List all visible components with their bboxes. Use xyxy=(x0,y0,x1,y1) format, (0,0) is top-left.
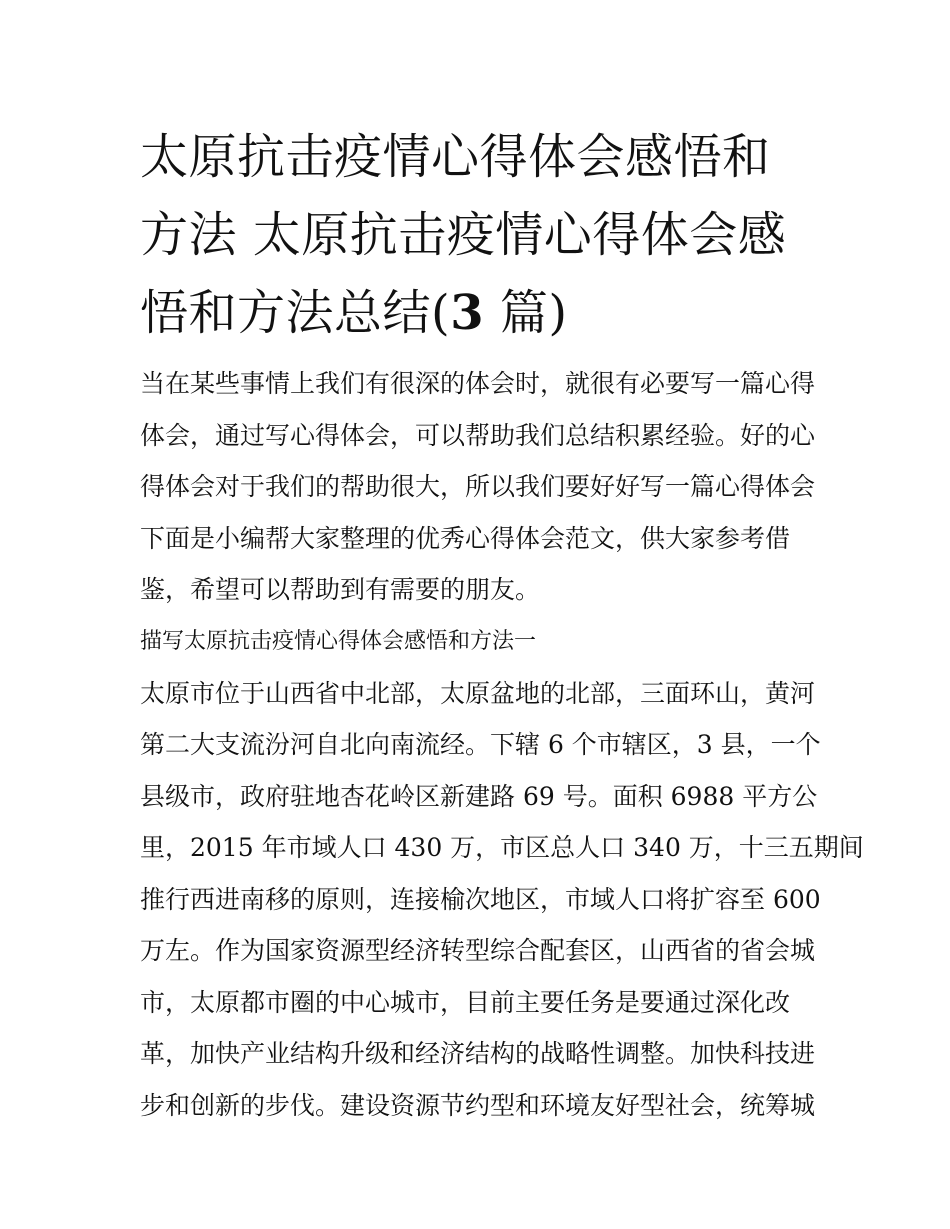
title-line-3-suffix: 篇) xyxy=(484,285,568,341)
intro-line: 得体会对于我们的帮助很大，所以我们要好好写一篇心得体会 xyxy=(140,472,816,501)
body-line: 步和创新的步伐。建设资源节约型和环境友好型社会，统筹城 xyxy=(140,1090,816,1120)
intro-line: 体会，通过写心得体会，可以帮助我们总结积累经验。好的心 xyxy=(140,420,816,450)
body-line: 革，加快产业结构升级和经济结构的战略性调整。加快科技进 xyxy=(140,1039,816,1068)
document-title xyxy=(140,118,815,352)
body-line: 里，2015 年市域人口 430 万，市区总人口 340 万，十三五期间 xyxy=(140,833,864,862)
title-line-1: 太原抗击疫情心得体会感悟和 xyxy=(140,129,771,185)
section-body-paragraph xyxy=(140,668,864,1132)
title-line-3 xyxy=(140,274,815,352)
intro-paragraph xyxy=(140,358,815,616)
body-line: 万左。作为国家资源型经济转型综合配套区，山西省的省会城 xyxy=(140,936,816,965)
body-line: 第二大支流汾河自北向南流经。下辖 6 个市辖区，3 县，一个 xyxy=(140,730,821,759)
body-line: 太原市位于山西省中北部，太原盆地的北部，三面环山，黄河 xyxy=(140,678,816,708)
intro-line: 当在某些事情上我们有很深的体会时，就很有必要写一篇心得 xyxy=(140,369,816,398)
body-line: 市，太原都市圈的中心城市，目前主要任务是要通过深化改 xyxy=(140,987,791,1017)
title-line-2: 方法 太原抗击疫情心得体会感 xyxy=(140,207,787,263)
intro-line: 鉴，希望可以帮助到有需要的朋友。 xyxy=(140,575,541,604)
title-line-3-prefix: 悟和方法总结( xyxy=(140,285,451,341)
body-line: 推行西进南移的原则，连接榆次地区，市域人口将扩容至 600 xyxy=(140,884,821,914)
section-heading: 描写太原抗击疫情心得体会感悟和方法一 xyxy=(140,628,537,654)
document-content xyxy=(140,118,864,1131)
body-line: 县级市，政府驻地杏花岭区新建路 69 号。面积 6988 平方公 xyxy=(140,781,818,811)
title-line-3-number: 3 xyxy=(450,285,485,341)
intro-line: 下面是小编帮大家整理的优秀心得体会范文，供大家参考借 xyxy=(140,523,791,553)
